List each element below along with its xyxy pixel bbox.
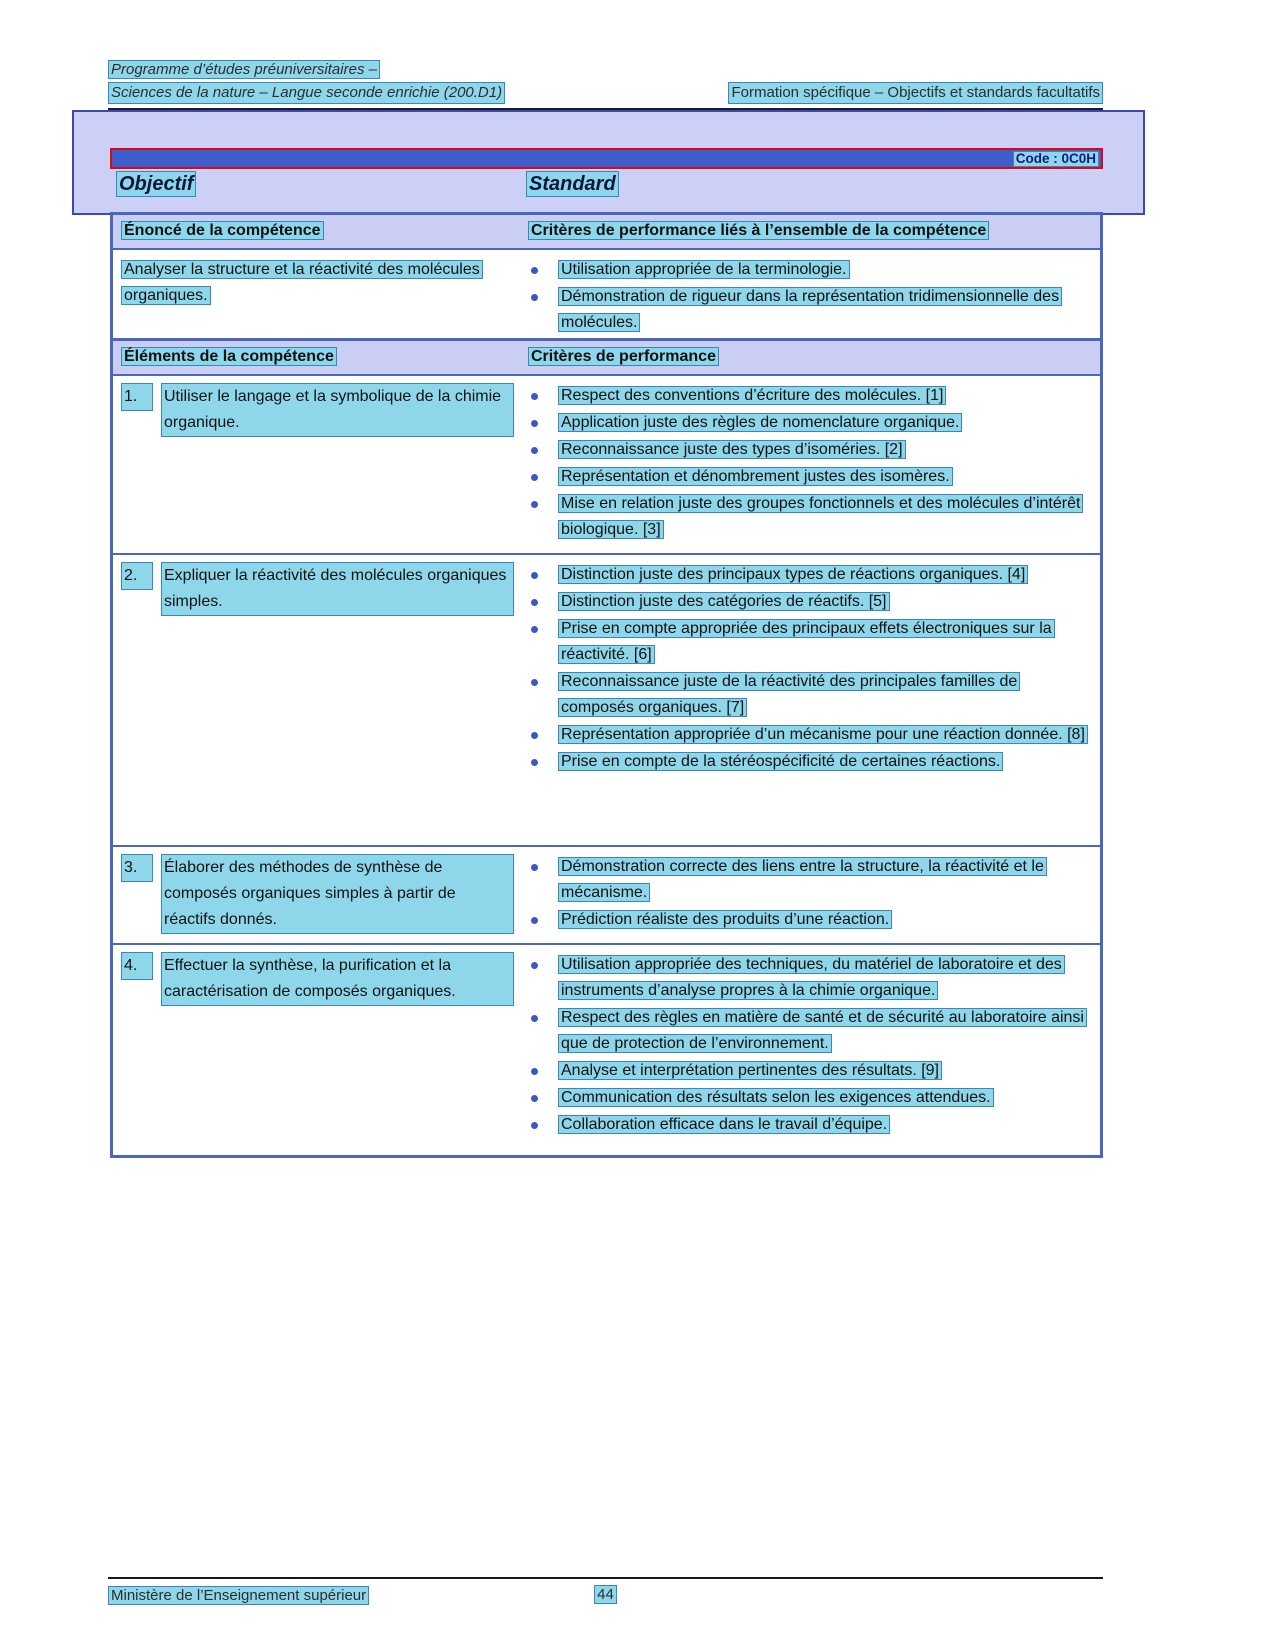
bullet-icon <box>531 1015 538 1022</box>
criteria-cell <box>528 945 1100 1155</box>
criterion-text: Représentation et dénombrement justes des isomères. <box>558 467 953 486</box>
competence-statement-cell <box>113 250 528 346</box>
criterion-item <box>528 437 1090 463</box>
criterion-text: Respect des conventions d’écriture des molécules. [1] <box>558 386 946 405</box>
bullet-icon <box>531 1122 538 1129</box>
bullet-icon <box>531 759 538 766</box>
table1-header-right-cell <box>528 215 1100 248</box>
element-number: 1. <box>121 383 153 411</box>
code-bar <box>110 148 1103 169</box>
criterion-item <box>528 464 1090 490</box>
bullet-icon <box>531 626 538 633</box>
element-number: 3. <box>121 854 153 882</box>
standard-heading: Standard <box>526 171 619 197</box>
header-subline <box>108 82 1103 104</box>
header-program-line <box>108 60 1103 80</box>
criterion-text: Communication des résultats selon les exigences attendues. <box>558 1088 994 1107</box>
table2-header-right-text: Critères de performance <box>528 347 719 366</box>
bullet-icon <box>531 447 538 454</box>
table1-header-left-cell <box>113 215 528 248</box>
criterion-item <box>528 952 1090 1004</box>
element-cell <box>113 847 528 943</box>
criterion-text: Distinction juste des principaux types de réactions organiques. [4] <box>558 565 1028 584</box>
table2-header-left-cell <box>113 341 528 374</box>
element-cell <box>113 945 528 1155</box>
bullet-icon <box>531 679 538 686</box>
element-text: Utiliser le langage et la symbolique de la chimie organique. <box>161 383 514 437</box>
table2-header-left-text: Éléments de la compétence <box>121 347 337 366</box>
criterion-item <box>528 1112 1090 1138</box>
document-footer <box>108 1577 1103 1606</box>
table1-header-left-text: Énoncé de la compétence <box>121 221 324 240</box>
table2-header-row <box>113 341 1100 376</box>
table1-header-right-text: Critères de performance liés à l’ensemble de la compétence <box>528 221 989 240</box>
bullet-icon <box>531 1095 538 1102</box>
criterion-text: Prise en compte appropriée des principaux effets électroniques sur la réactivité. [6] <box>558 619 1055 664</box>
header-program-name: Sciences de la nature – Langue seconde enrichie (200.D1) <box>108 82 505 104</box>
document-header <box>108 60 1103 110</box>
bullet-icon <box>531 501 538 508</box>
competence-statement-text: Analyser la structure et la réactivité des molécules organiques. <box>121 260 483 305</box>
table1-content-row <box>113 250 1100 346</box>
footer-content <box>108 1586 1103 1606</box>
element-cell <box>113 376 528 553</box>
criterion-item <box>528 383 1090 409</box>
competence-criteria-cell <box>528 250 1100 346</box>
criterion-text: Démonstration de rigueur dans la représentation tridimensionnelle des molécules. <box>558 287 1062 332</box>
criterion-item <box>528 1005 1090 1057</box>
criterion-item <box>528 749 1090 775</box>
element-number: 2. <box>121 562 153 590</box>
criterion-text: Reconnaissance juste des types d’isoméries. [2] <box>558 440 906 459</box>
criterion-item <box>528 284 1090 336</box>
criterion-text: Utilisation appropriée des techniques, du matériel de laboratoire et des instruments d’analyse propres à la chimie organique. <box>558 955 1065 1000</box>
table-row-element-1 <box>113 376 1100 553</box>
bullet-icon <box>531 572 538 579</box>
table-row-element-3 <box>113 845 1100 943</box>
table1-header-row <box>113 215 1100 250</box>
footer-ministry-label: Ministère de l’Enseignement supérieur <box>108 1586 369 1605</box>
criterion-text: Distinction juste des catégories de réactifs. [5] <box>558 592 890 611</box>
table2-header-right-cell <box>528 341 1100 374</box>
criterion-item <box>528 589 1090 615</box>
bullet-icon <box>531 420 538 427</box>
competence-elements-table <box>110 338 1103 1158</box>
criterion-item <box>528 616 1090 668</box>
criterion-text: Prise en compte de la stéréospécificité de certaines réactions. <box>558 752 1003 771</box>
criterion-item <box>528 410 1090 436</box>
element-text: Expliquer la réactivité des molécules organiques simples. <box>161 562 514 616</box>
criterion-text: Analyse et interprétation pertinentes des résultats. [9] <box>558 1061 942 1080</box>
criterion-item <box>528 1085 1090 1111</box>
criterion-text: Respect des règles en matière de santé et de sécurité au laboratoire ainsi que de protection de l’environnement. <box>558 1008 1087 1053</box>
bullet-icon <box>531 267 538 274</box>
criterion-item <box>528 491 1090 543</box>
criterion-item <box>528 907 1090 933</box>
header-program-text: Programme d’études préuniversitaires – <box>108 60 380 79</box>
bullet-icon <box>531 393 538 400</box>
criterion-item <box>528 669 1090 721</box>
bullet-icon <box>531 864 538 871</box>
criterion-text: Application juste des règles de nomenclature organique. <box>558 413 962 432</box>
objectif-heading: Objectif <box>116 171 196 197</box>
criterion-item <box>528 722 1090 748</box>
criterion-text: Reconnaissance juste de la réactivité des principales familles de composés organiques. [7] <box>558 672 1020 717</box>
criterion-text: Représentation appropriée d’un mécanisme pour une réaction donnée. [8] <box>558 725 1088 744</box>
criterion-text: Prédiction réaliste des produits d’une réaction. <box>558 910 892 929</box>
bullet-icon <box>531 294 538 301</box>
objective-standard-panel <box>72 110 1145 215</box>
bullet-icon <box>531 1068 538 1075</box>
criterion-item <box>528 257 1090 283</box>
bullet-icon <box>531 474 538 481</box>
criterion-text: Démonstration correcte des liens entre la structure, la réactivité et le mécanisme. <box>558 857 1047 902</box>
page-number: 44 <box>594 1585 617 1604</box>
criterion-item <box>528 562 1090 588</box>
bullet-icon <box>531 917 538 924</box>
competence-statement-table <box>110 212 1103 349</box>
criteria-cell <box>528 555 1100 845</box>
element-number: 4. <box>121 952 153 980</box>
criterion-item <box>528 1058 1090 1084</box>
element-text: Effectuer la synthèse, la purification et la caractérisation de composés organiques. <box>161 952 514 1006</box>
criteria-cell <box>528 376 1100 553</box>
code-label: Code : 0C0H <box>1013 151 1099 167</box>
element-text: Élaborer des méthodes de synthèse de composés organiques simples à partir de réactifs donnés. <box>161 854 514 934</box>
criterion-text: Utilisation appropriée de la terminologie. <box>558 260 850 279</box>
table-row-element-2 <box>113 553 1100 845</box>
criterion-text: Mise en relation juste des groupes fonctionnels et des molécules d’intérêt biologique. [3] <box>558 494 1083 539</box>
bullet-icon <box>531 599 538 606</box>
criterion-text: Collaboration efficace dans le travail d’équipe. <box>558 1115 890 1134</box>
header-section-label: Formation spécifique – Objectifs et standards facultatifs <box>728 82 1103 104</box>
criterion-item <box>528 854 1090 906</box>
bullet-icon <box>531 962 538 969</box>
element-cell <box>113 555 528 845</box>
criteria-cell <box>528 847 1100 943</box>
table-row-element-4 <box>113 943 1100 1155</box>
bullet-icon <box>531 732 538 739</box>
